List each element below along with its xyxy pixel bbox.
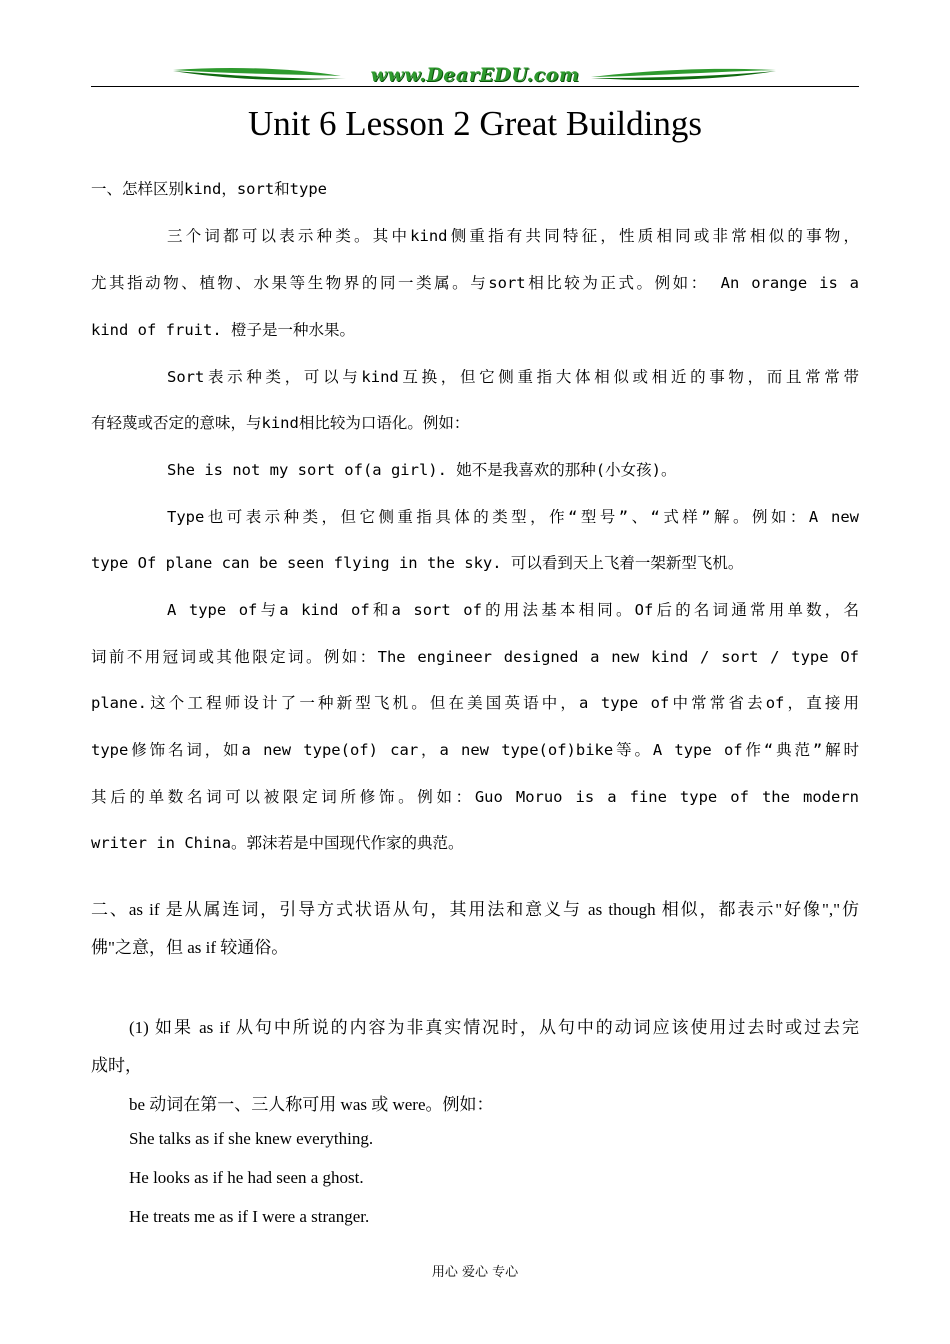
paragraph-line: Type也可表示种类，但它侧重指具体的类型，作“型号”、“式样”解。例如：A new (167, 508, 859, 526)
paragraph-line: kind of fruit. 橙子是一种水果。 (91, 321, 355, 339)
paragraph-line: A type of与a kind of和a sort of的用法基本相同。Of后的名词通常用单数，名 (167, 601, 859, 619)
paragraph-line: 词前不用冠词或其他限定词。例如：The engineer designed a new kind / sort / type Of (91, 648, 859, 666)
section-1-heading: 一、怎样区别kind，sort和type (91, 180, 327, 198)
section-2-heading: 二、as if 是从属连词，引导方式状语从句，其用法和意义与 as though 相似，都表示"好像","仿 (91, 900, 859, 919)
paragraph-line: 成时， (91, 1056, 142, 1075)
paragraph-line: type修饰名词，如a new type(of) car，a new type(of)bike等。A type of作“典范”解时 (91, 741, 859, 759)
paragraph-line: plane.这个工程师设计了一种新型飞机。但在美国英语中，a type of中常常省去of，直接用 (91, 694, 859, 712)
paragraph-line: 佛"之意，但 as if 较通俗。 (91, 938, 289, 957)
brand-logo-text: www.DearEDU.com (370, 64, 580, 86)
page-title: Unit 6 Lesson 2 Great Buildings (248, 104, 702, 143)
paragraph-line: 其后的单数名词可以被限定词所修饰。例如：Guo Moruo is a fine type of the modern (91, 788, 859, 806)
example-sentence: She talks as if she knew everything. (129, 1129, 374, 1148)
paragraph-line: She is not my sort of(a girl). 她不是我喜欢的那种(小女孩)。 (167, 461, 677, 479)
paragraph-line: 有轻蔑或否定的意味，与kind相比较为口语化。例如： (91, 414, 470, 432)
example-sentence: He treats me as if I were a stranger. (129, 1207, 370, 1226)
paragraph-line: (1) 如果 as if 从句中所说的内容为非真实情况时，从句中的动词应该使用过去时或过去完 (129, 1018, 859, 1037)
paragraph-line: 三个词都可以表示种类。其中kind侧重指有共同特征，性质相同或非常相似的事物， (167, 227, 859, 245)
header-rule (91, 86, 859, 87)
paragraph-line: be 动词在第一、三人称可用 was 或 were。例如： (129, 1095, 494, 1114)
paragraph-line: type Of plane can be seen flying in the sky. 可以看到天上飞着一架新型飞机。 (91, 554, 744, 572)
page-header (91, 62, 859, 90)
paragraph-line: 尤其指动物、植物、水果等生物界的同一类属。与sort相比较为正式。例如： An orange is a (91, 274, 859, 292)
paragraph-line: writer in China。郭沫若是中国现代作家的典范。 (91, 834, 464, 852)
paragraph-line: Sort表示种类，可以与kind互换，但它侧重指大体相似或相近的事物，而且常常带 (167, 368, 859, 386)
page-footer: 用心 爱心 专心 (431, 1265, 519, 1280)
example-sentence: He looks as if he had seen a ghost. (129, 1168, 364, 1187)
